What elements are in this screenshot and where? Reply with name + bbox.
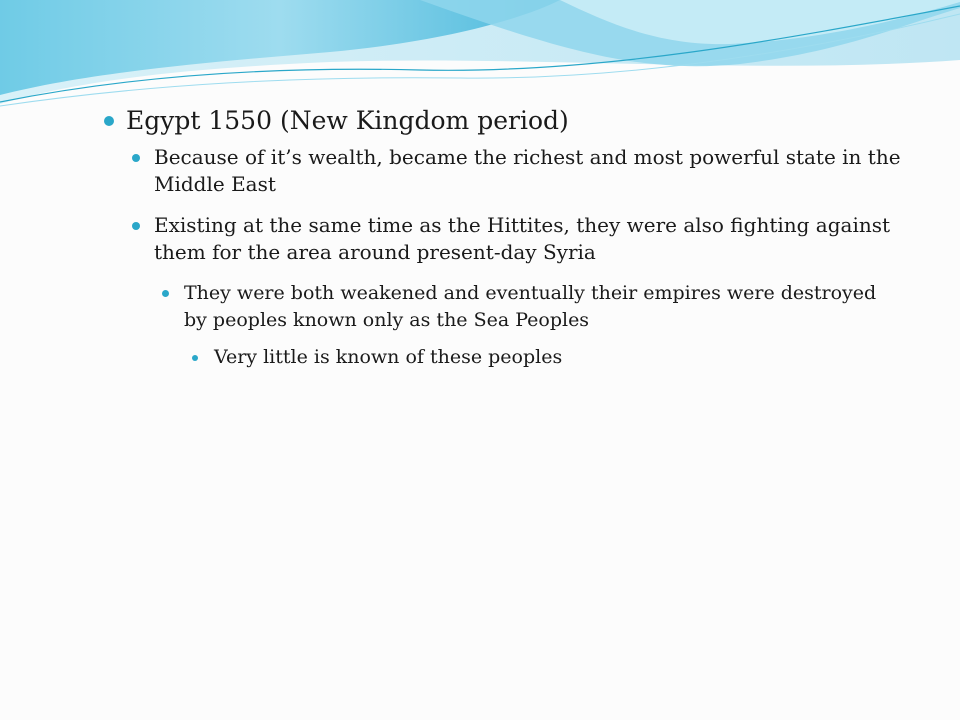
- bullet-item-level-1: [104, 104, 904, 138]
- slide-body: [104, 104, 904, 371]
- bullet-dot-icon: [162, 290, 169, 297]
- bullet-dot-icon: [132, 222, 140, 230]
- bullet-item-level-2: [132, 212, 904, 266]
- bullet-dot-icon: [132, 154, 140, 162]
- bullet-text: Very little is known of these peoples: [214, 346, 563, 368]
- bullet-item-level-2: [132, 144, 904, 198]
- header-wave-decoration: [0, 0, 960, 120]
- bullet-item-level-3: [162, 280, 904, 334]
- bullet-text: Because of it’s wealth, became the richest and most powerful state in the Middle East: [154, 145, 901, 196]
- bullet-item-level-4: [192, 344, 904, 371]
- bullet-list: [104, 104, 904, 371]
- bullet-text: They were both weakened and eventually their empires were destroyed by peoples known only as the Sea Peoples: [184, 282, 877, 331]
- bullet-dot-icon: [104, 116, 114, 126]
- bullet-dot-icon: [192, 355, 198, 361]
- bullet-text: Existing at the same time as the Hittites, they were also fighting against them for the area around present-day Syria: [154, 213, 891, 264]
- bullet-text: Egypt 1550 (New Kingdom period): [126, 106, 569, 135]
